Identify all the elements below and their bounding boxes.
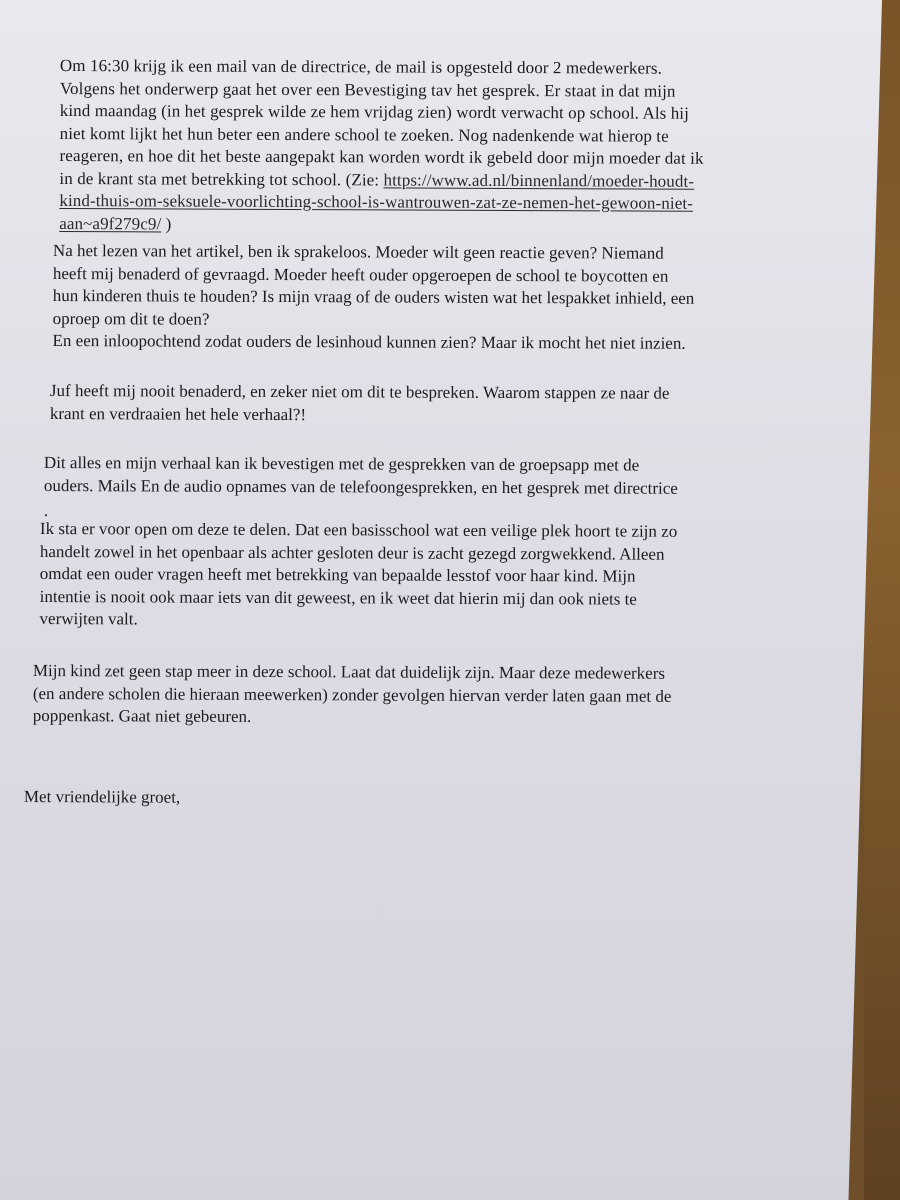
article-link-part-1[interactable]: https://www.ad.nl/binnenland/moeder-houdt- (383, 169, 695, 191)
paragraph-open-to-share (40, 518, 678, 633)
text-line: niet komt lijkt het hun beter een andere school te zoeken. Nog nadenkende wat hierop te (59, 123, 669, 146)
paragraph-conclusion (33, 660, 672, 730)
text-line: (en andere scholen die hieraan meewerken) zonder gevolgen hiervan verder laten gaan met de (32, 683, 672, 706)
paragraph-teacher (50, 380, 670, 428)
text-line: krant en verdraaien het hele verhaal?! (49, 403, 307, 424)
text-line-prefix: in de krant sta met betrekking tot school. (Zie: (59, 168, 384, 189)
text-line: Na het lezen van het artikel, ben ik sprakeloos. Moeder wilt geen reactie geven? Niemand (52, 240, 664, 263)
article-link-part-2[interactable]: kind-thuis-om-seksuele-voorlichting-school-is-wantrouwen-zat-ze-nemen-het-gewoon-niet- (59, 190, 694, 213)
text-line: verwijten valt. (39, 608, 138, 629)
text-line: Om 16:30 krijg ik een mail van de directrice, de mail is opgesteld door 2 medewerkers. (59, 55, 663, 78)
text-line-link (59, 190, 703, 215)
text-line: heeft mij benaderd of gevraagd. Moeder heeft ouder opgeroepen de school te boycotten en (52, 263, 669, 286)
text-line: Mijn kind zet geen stap meer in deze school. Laat dat duidelijk zijn. Maar deze medewerkers (32, 661, 666, 683)
stray-dot: . (43, 501, 49, 521)
paragraph-mail-from-director (59, 55, 704, 238)
text-line-link-end (59, 212, 703, 237)
text-line: reageren, en hoe dit het beste aangepakt kan worden wordt ik gebeld door mijn moeder dat ik (59, 145, 704, 168)
paragraph-evidence (44, 452, 678, 500)
text-line: intentie is nooit ook maar iets van dit geweest, en ik weet dat hierin mij dan ook niets te (39, 586, 637, 609)
text-line: Dit alles en mijn verhaal kan ik bevestigen met de gesprekken van de groepsapp met de (43, 453, 640, 475)
link-suffix: ) (161, 213, 172, 233)
text-line: ouders. Mails En de audio opnames van de telefoongesprekken, en het gesprek met directrice (43, 475, 678, 498)
text-line: poppenkast. Gaat niet gebeuren. (32, 705, 252, 726)
paragraph-reaction-to-article (53, 240, 695, 355)
closing-salutation: Met vriendelijke groet, (23, 787, 181, 807)
text-line: Ik sta er voor open om deze te delen. Dat een basisschool wat een veilige plek hoort te zijn zo (39, 519, 678, 541)
text-line: En een inloopochtend zodat ouders de lesinhoud kunnen zien? Maar ik mocht het niet inzien. (52, 330, 686, 353)
text-line: omdat een ouder vragen heeft met betrekking van bepaalde lesstof voor haar kind. Mijn (39, 563, 636, 586)
article-link-part-3[interactable]: aan~a9f279c9/ (59, 213, 162, 233)
text-line: oproep om dit te doen? (52, 308, 210, 329)
text-line: Juf heeft mij nooit benaderd, en zeker niet om dit te bespreken. Waarom stappen ze naar de (49, 381, 670, 403)
text-line: handelt zowel in het openbaar als achter gesloten deur is zacht gezegd zorgwekkend. Alleen (39, 541, 665, 564)
text-line: kind maandag (in het gesprek wilde ze hem vrijdag zien) wordt verwacht op school. Als hij (59, 100, 690, 123)
text-line-with-link (59, 167, 703, 192)
text-line: hun kinderen thuis te houden? Is mijn vraag of de ouders wisten wat het lespakket inhield, een (52, 285, 695, 308)
text-line: Volgens het onderwerp gaat het over een Bevestiging tav het gesprek. Er staat in dat mijn (59, 78, 676, 101)
